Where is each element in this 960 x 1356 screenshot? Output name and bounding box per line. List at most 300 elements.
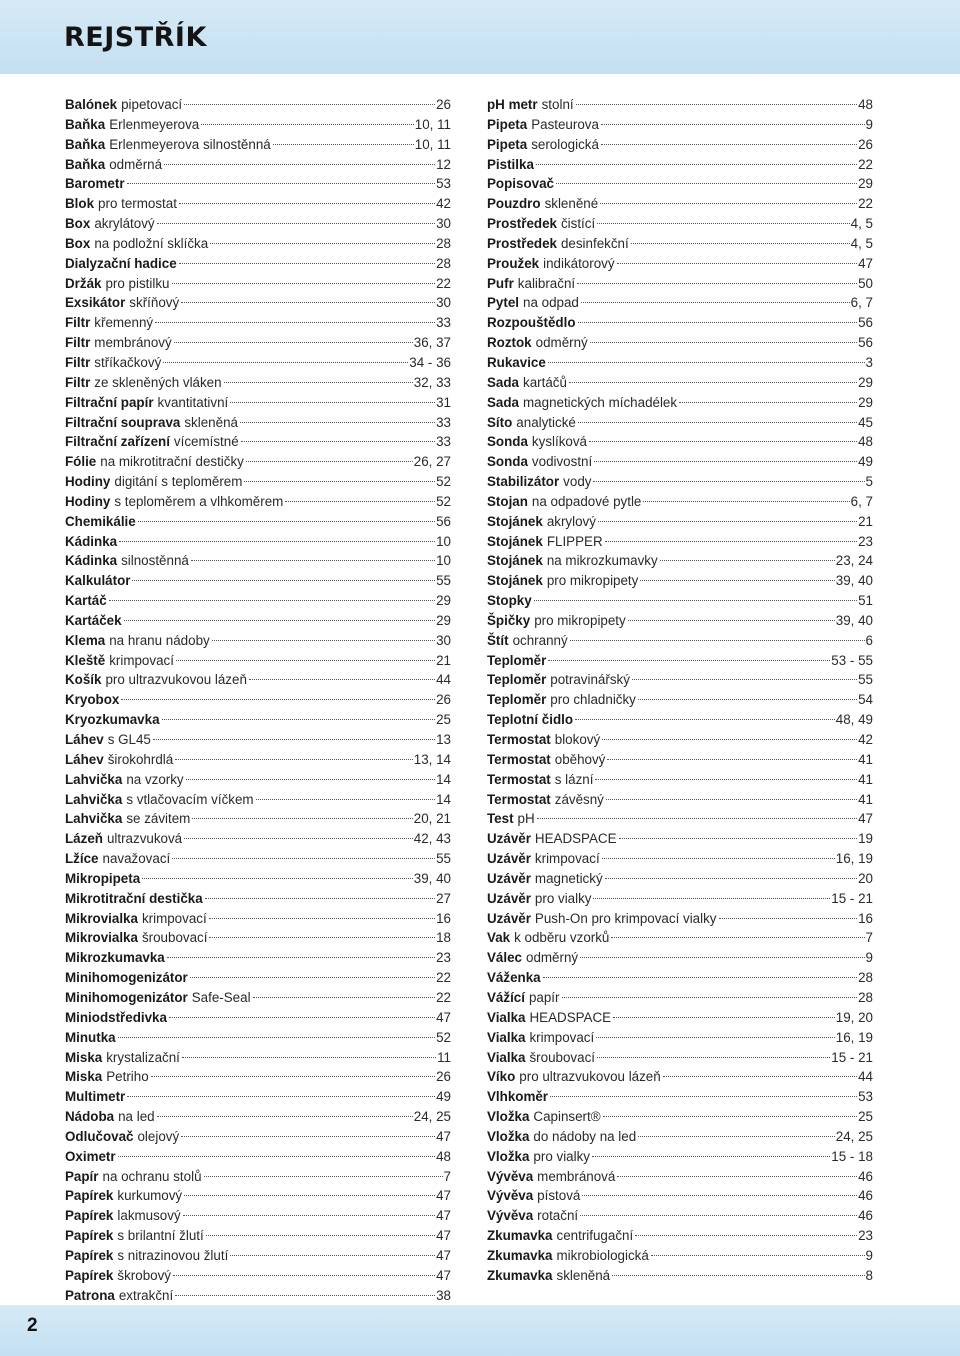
entry-page: 49: [436, 1089, 451, 1105]
entry-term: Filtr: [65, 354, 91, 370]
dot-leader: [181, 302, 435, 303]
entry-term: Pytel: [487, 295, 520, 311]
entry-term: Stabilizátor: [487, 474, 560, 490]
entry-term: Pipeta: [487, 116, 528, 132]
dot-leader: [121, 699, 435, 700]
dot-leader: [548, 362, 865, 363]
page-number: 2: [27, 1315, 38, 1336]
entry-description: digitání s teploměrem: [114, 474, 243, 490]
entry-term: Baňka: [65, 156, 106, 172]
index-entry: [487, 532, 873, 552]
entry-page: 29: [858, 176, 873, 192]
dot-leader: [184, 1195, 435, 1196]
index-entry: [487, 432, 873, 452]
index-entry: [65, 631, 451, 651]
entry-page: 45: [858, 414, 873, 430]
entry-term: Oximetr: [65, 1148, 116, 1164]
index-entry: [487, 730, 873, 750]
dot-leader: [569, 382, 857, 383]
index-entry: [487, 115, 873, 135]
entry-description: s brilantní žlutí: [117, 1228, 204, 1244]
entry-description: silnostěnná: [121, 553, 189, 569]
entry-page: 24, 25: [835, 1128, 873, 1144]
entry-page: 32, 33: [413, 374, 451, 390]
entry-page: 15 - 18: [831, 1148, 873, 1164]
entry-page: 34 - 36: [409, 354, 451, 370]
entry-term: Klema: [65, 632, 106, 648]
entry-term: Vážící: [487, 989, 525, 1005]
entry-term: Mikrotitrační destička: [65, 890, 203, 906]
index-entry: [65, 571, 451, 591]
dot-leader: [163, 362, 408, 363]
entry-page: 28: [858, 970, 873, 986]
index-entry: [487, 809, 873, 829]
entry-term: Uzávěr: [487, 851, 531, 867]
index-entry: [487, 909, 873, 929]
entry-page: 26: [436, 1069, 451, 1085]
index-entry: [487, 1266, 873, 1286]
entry-term: Stojánek: [487, 513, 543, 529]
index-entry: [65, 1127, 451, 1147]
entry-term: Kryozkumavka: [65, 712, 160, 728]
entry-description: ultrazvuková: [106, 831, 183, 847]
index-entry: [487, 571, 873, 591]
entry-page: 16: [858, 910, 873, 926]
entry-description: na podložní sklíčka: [94, 235, 209, 251]
index-entry: [65, 968, 451, 988]
entry-page: 15 - 21: [831, 1049, 873, 1065]
index-entry: [65, 194, 451, 214]
entry-page: 47: [436, 1009, 451, 1025]
index-entry: [65, 413, 451, 433]
entry-description: pro mikropipety: [546, 573, 639, 589]
entry-term: Blok: [65, 196, 95, 212]
entry-page: 16, 19: [835, 1029, 873, 1045]
index-entry: [65, 313, 451, 333]
entry-page: 23, 24: [835, 553, 873, 569]
entry-description: pH: [517, 811, 535, 827]
dot-leader: [603, 1116, 857, 1117]
entry-term: Zkumavka: [487, 1267, 553, 1283]
dot-leader: [607, 759, 857, 760]
index-entry: [487, 829, 873, 849]
entry-description: skleněné: [544, 196, 599, 212]
dot-leader: [602, 858, 835, 859]
entry-description: akrylátový: [94, 216, 155, 232]
dot-leader: [660, 560, 835, 561]
dot-leader: [190, 977, 435, 978]
entry-term: Stopky: [487, 593, 532, 609]
entry-term: Vývěva: [487, 1168, 534, 1184]
entry-page: 9: [865, 950, 873, 966]
index-entry: [65, 214, 451, 234]
dot-leader: [119, 541, 435, 542]
entry-term: Vlhkoměr: [487, 1089, 549, 1105]
entry-page: 28: [436, 255, 451, 271]
dot-leader: [230, 1255, 435, 1256]
entry-description: do nádoby na led: [533, 1128, 637, 1144]
index-entry: [65, 1147, 451, 1167]
entry-description: potravinářský: [550, 672, 630, 688]
entry-description: šroubovací: [529, 1049, 595, 1065]
dot-leader: [640, 580, 834, 581]
entry-page: 42, 43: [413, 831, 451, 847]
dot-leader: [224, 382, 413, 383]
entry-page: 52: [436, 493, 451, 509]
index-entry: [65, 155, 451, 175]
dot-leader: [580, 957, 864, 958]
entry-description: čistící: [560, 216, 596, 232]
dot-leader: [118, 1037, 436, 1038]
index-entry: [65, 353, 451, 373]
entry-term: Sada: [487, 394, 520, 410]
dot-leader: [628, 620, 835, 621]
dot-leader: [153, 739, 435, 740]
entry-term: Vialka: [487, 1049, 526, 1065]
entry-description: papír: [528, 989, 560, 1005]
index-entry: [487, 452, 873, 472]
index-entry: [65, 889, 451, 909]
dot-leader: [206, 1235, 435, 1236]
entry-description: membránový: [94, 335, 172, 351]
dot-leader: [209, 937, 435, 938]
entry-description: na vzorky: [126, 771, 184, 787]
entry-description: pro chladničky: [550, 692, 636, 708]
entry-description: ochranný: [512, 632, 568, 648]
entry-description: se závitem: [126, 811, 191, 827]
entry-term: Špičky: [487, 612, 531, 628]
entry-page: 47: [436, 1188, 451, 1204]
dot-leader: [580, 1215, 857, 1216]
dot-leader: [209, 918, 435, 919]
index-entry: [65, 670, 451, 690]
index-entry: [65, 730, 451, 750]
index-entry: [65, 472, 451, 492]
dot-leader: [155, 322, 435, 323]
index-entry: [487, 313, 873, 333]
index-entry: [65, 651, 451, 671]
dot-leader: [605, 541, 857, 542]
index-entry: [487, 770, 873, 790]
entry-page: 49: [858, 454, 873, 470]
entry-term: Kryobox: [65, 692, 120, 708]
dot-leader: [142, 878, 413, 879]
entry-description: odměrná: [109, 156, 163, 172]
entry-term: Papírek: [65, 1208, 114, 1224]
entry-page: 6, 7: [850, 295, 873, 311]
index-entry: [65, 1246, 451, 1266]
entry-term: Lázeň: [65, 831, 103, 847]
index-entry: [487, 135, 873, 155]
dot-leader: [181, 1136, 435, 1137]
entry-description: širokohrdlá: [107, 751, 174, 767]
dot-leader: [204, 1176, 443, 1177]
entry-page: 5: [865, 474, 873, 490]
index-entry: [487, 333, 873, 353]
entry-term: Minihomogenizátor: [65, 989, 188, 1005]
entry-description: Petriho: [106, 1069, 149, 1085]
dot-leader: [589, 441, 857, 442]
entry-page: 56: [858, 335, 873, 351]
entry-description: desinfekční: [560, 235, 629, 251]
entry-description: krimpovací: [534, 851, 600, 867]
entry-description: Capinsert®: [533, 1109, 601, 1125]
entry-term: Uzávěr: [487, 831, 531, 847]
entry-description: pístová: [537, 1188, 581, 1204]
entry-page: 46: [858, 1188, 873, 1204]
dot-leader: [175, 1295, 435, 1296]
dot-leader: [638, 699, 857, 700]
dot-leader: [593, 898, 830, 899]
index-entry: [487, 670, 873, 690]
entry-page: 47: [858, 255, 873, 271]
entry-page: 28: [858, 989, 873, 1005]
dot-leader: [651, 1255, 865, 1256]
index-entry: [487, 1107, 873, 1127]
entry-description: olejový: [137, 1128, 180, 1144]
entry-page: 7: [865, 930, 873, 946]
entry-term: Víko: [487, 1069, 516, 1085]
entry-page: 22: [436, 275, 451, 291]
entry-description: vody: [563, 474, 592, 490]
entry-page: 41: [858, 771, 873, 787]
entry-term: Lžíce: [65, 851, 99, 867]
dot-leader: [643, 501, 849, 502]
entry-description: na ochranu stolů: [102, 1168, 202, 1184]
entry-page: 23: [436, 950, 451, 966]
entry-description: skříňový: [129, 295, 180, 311]
entry-term: Sonda: [487, 454, 528, 470]
dot-leader: [183, 1215, 435, 1216]
entry-page: 30: [436, 216, 451, 232]
index-entry: [487, 254, 873, 274]
dot-leader: [590, 342, 857, 343]
entry-term: Mikrovialka: [65, 910, 138, 926]
index-entry: [487, 591, 873, 611]
entry-page: 26: [436, 97, 451, 112]
dot-leader: [582, 1195, 857, 1196]
index-entry: [65, 1206, 451, 1226]
entry-term: Papír: [65, 1168, 99, 1184]
entry-page: 8: [865, 1267, 873, 1283]
entry-term: Pipeta: [487, 136, 528, 152]
index-entry: [65, 611, 451, 631]
entry-page: 33: [436, 315, 451, 331]
index-entry: [487, 928, 873, 948]
entry-term: Sonda: [487, 434, 528, 450]
entry-page: 25: [436, 712, 451, 728]
index-entry: [65, 591, 451, 611]
entry-term: Lahvička: [65, 771, 123, 787]
dot-leader: [249, 679, 435, 680]
entry-term: Box: [65, 235, 91, 251]
index-entry: [487, 889, 873, 909]
index-entry: [65, 254, 451, 274]
entry-term: Rukavice: [487, 354, 546, 370]
entry-description: lakmusový: [117, 1208, 181, 1224]
entry-description: odměrný: [535, 335, 588, 351]
entry-description: Push-On pro krimpovací vialky: [534, 910, 717, 926]
index-entry: [65, 115, 451, 135]
entry-description: k odběru vzorků: [514, 930, 610, 946]
dot-leader: [606, 799, 857, 800]
entry-page: 3: [865, 354, 873, 370]
entry-term: Lahvička: [65, 791, 123, 807]
entry-description: kvantitativní: [157, 394, 229, 410]
entry-page: 20, 21: [413, 811, 451, 827]
entry-page: 14: [436, 791, 451, 807]
entry-description: rotační: [537, 1208, 579, 1224]
dot-leader: [663, 1076, 857, 1077]
index-entry: [65, 333, 451, 353]
entry-term: Pouzdro: [487, 196, 541, 212]
entry-page: 6: [865, 632, 873, 648]
index-entry: [65, 1226, 451, 1246]
entry-term: Filtrační papír: [65, 394, 154, 410]
entry-term: Prostředek: [487, 235, 557, 251]
entry-page: 12: [436, 156, 451, 172]
entry-term: Baňka: [65, 136, 106, 152]
entry-term: Mikrozkumavka: [65, 950, 165, 966]
entry-description: skleněná: [556, 1267, 611, 1283]
dot-leader: [174, 342, 413, 343]
entry-term: Papírek: [65, 1247, 114, 1263]
entry-description: pro ultrazvukovou lázeň: [519, 1069, 661, 1085]
index-entry: [65, 849, 451, 869]
dot-leader: [210, 243, 435, 244]
entry-page: 47: [436, 1267, 451, 1283]
entry-term: Filtr: [65, 374, 91, 390]
index-entry: [487, 750, 873, 770]
entry-term: Barometr: [65, 176, 125, 192]
index-entry: [65, 829, 451, 849]
entry-description: mikrobiologická: [556, 1247, 649, 1263]
index-entry: [487, 234, 873, 254]
index-entry: [65, 551, 451, 571]
index-entry: [65, 770, 451, 790]
entry-term: Filtrační souprava: [65, 414, 181, 430]
dot-leader: [638, 1136, 835, 1137]
entry-term: Uzávěr: [487, 870, 531, 886]
entry-page: 56: [858, 315, 873, 331]
entry-term: Pufr: [487, 275, 514, 291]
dot-leader: [186, 779, 435, 780]
dot-leader: [132, 580, 435, 581]
index-entry: [487, 393, 873, 413]
index-entry: [487, 611, 873, 631]
dot-leader: [201, 124, 413, 125]
index-entry: [487, 849, 873, 869]
entry-description: na mikrotitrační destičky: [100, 454, 244, 470]
entry-term: Vložka: [487, 1148, 530, 1164]
dot-leader: [157, 223, 436, 224]
entry-page: 13: [436, 732, 451, 747]
index-entry: [65, 690, 451, 710]
dot-leader: [253, 997, 436, 998]
dot-leader: [179, 203, 435, 204]
entry-page: 46: [858, 1208, 873, 1224]
page-title: REJSTŘÍK: [64, 22, 207, 53]
entry-term: Box: [65, 216, 91, 232]
index-entry: [65, 293, 451, 313]
index-entry: [487, 988, 873, 1008]
index-entry: [65, 948, 451, 968]
entry-term: Stojan: [487, 493, 528, 509]
entry-term: Vak: [487, 930, 511, 946]
index-entry: [487, 790, 873, 810]
entry-description: krimpovací: [141, 910, 207, 926]
dot-leader: [619, 838, 858, 839]
entry-page: 42: [436, 196, 451, 212]
entry-description: FLIPPER: [546, 533, 603, 549]
entry-page: 52: [436, 474, 451, 490]
index-entry: [487, 472, 873, 492]
dot-leader: [556, 183, 857, 184]
entry-description: pro mikropipety: [534, 612, 626, 628]
entry-term: Termostat: [487, 771, 551, 787]
dot-leader: [534, 600, 857, 601]
entry-description: na odpadové pytle: [531, 493, 642, 509]
entry-term: Uzávěr: [487, 890, 531, 906]
index-entry: [487, 551, 873, 571]
index-entry: [65, 1067, 451, 1087]
entry-page: 48: [858, 434, 873, 450]
dot-leader: [719, 918, 858, 919]
entry-description: na odpad: [523, 295, 579, 311]
entry-term: Fólie: [65, 454, 97, 470]
entry-term: Zkumavka: [487, 1228, 553, 1244]
index-entry: [487, 1226, 873, 1246]
dot-leader: [613, 1017, 835, 1018]
entry-page: 23: [858, 1228, 873, 1244]
entry-page: 30: [436, 295, 451, 311]
dot-leader: [611, 937, 864, 938]
entry-term: Kalkulátor: [65, 573, 131, 589]
entry-page: 39, 40: [835, 573, 873, 589]
dot-leader: [151, 1076, 435, 1077]
entry-page: 24, 25: [413, 1109, 451, 1125]
entry-description: blokový: [554, 732, 601, 747]
dot-leader: [127, 183, 436, 184]
entry-page: 21: [858, 513, 873, 529]
entry-description: s teploměrem a vlhkoměrem: [114, 493, 284, 509]
entry-term: pH metr: [487, 97, 538, 112]
entry-description: krimpovací: [109, 652, 174, 668]
entry-page: 16: [436, 910, 451, 926]
index-column-left: [65, 95, 451, 1305]
entry-page: 52: [436, 1029, 451, 1045]
index-entry: [487, 1167, 873, 1187]
dot-leader: [273, 144, 414, 145]
entry-page: 10: [436, 533, 451, 549]
index-entry: [487, 1028, 873, 1048]
entry-term: Filtr: [65, 335, 91, 351]
entry-description: serologická: [531, 136, 599, 152]
entry-term: Proužek: [487, 255, 540, 271]
entry-term: Vložka: [487, 1109, 530, 1125]
index-entry: [487, 651, 873, 671]
entry-page: 14: [436, 771, 451, 787]
entry-term: Vložka: [487, 1128, 530, 1144]
dot-leader: [241, 441, 435, 442]
entry-page: 33: [436, 414, 451, 430]
entry-description: pro pistilku: [105, 275, 170, 291]
entry-term: Stojánek: [487, 573, 543, 589]
entry-page: 29: [436, 593, 451, 609]
dot-leader: [240, 422, 435, 423]
entry-term: Mikrovialka: [65, 930, 138, 946]
entry-term: Teplotní čidlo: [487, 712, 574, 728]
